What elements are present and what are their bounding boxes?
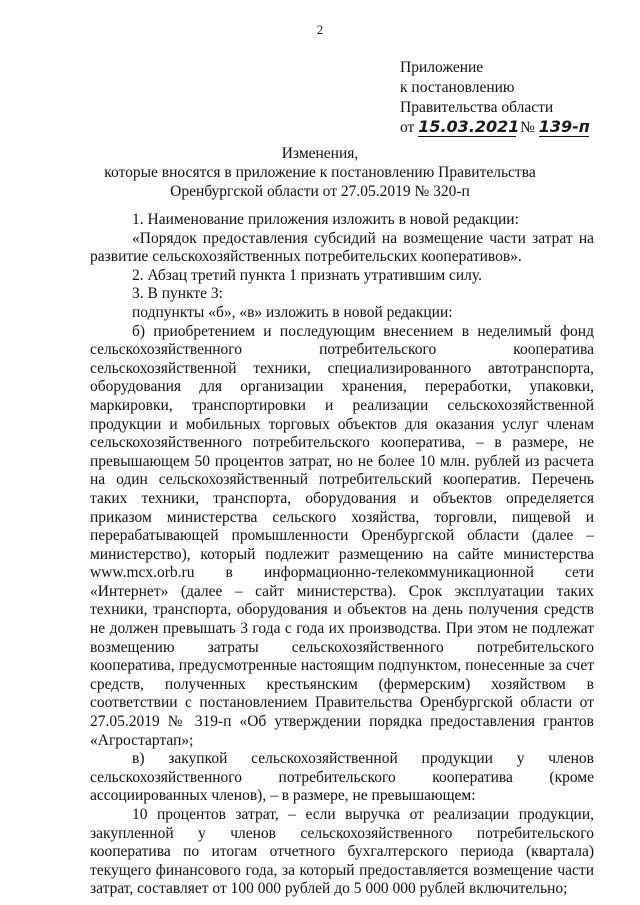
number-sign: №: [520, 119, 535, 136]
appendix-resolution-ref: к постановлению: [400, 79, 515, 96]
appendix-block: [400, 58, 620, 138]
paragraph: 1. Наименование приложения изложить в новой редакции:: [132, 211, 519, 228]
page-number: 2: [316, 22, 324, 37]
from-label: от: [400, 119, 415, 136]
document-title: [0, 144, 640, 201]
paragraph: 10 процентов затрат, – если выручка от реализации продукции, закупленной у членов сельскохозяйственного потребительского кооператива по итогам отчетного бухгалтерского периода (квартала) текущего финансового года, за который предоставляется возмещение части затрат, составляет от 100 000 рублей до 5 000 000 рублей включительно;: [90, 806, 594, 898]
title-line-1: Изменения,: [281, 145, 359, 162]
paragraph: б) приобретением и последующим внесением в неделимый фонд сельскохозяйственного потребительского кооператива сельскохозяйственной техники, специализированного автотранспорта, оборудования для организации хранения, переработки, упаковки, маркировки, транспортировки и реализации сельскохозяйственной продукции и мобильных торговых объектов для оказания услуг членам сельскохозяйственного потребительского кооператива, – в размере, не превышающем 50 процентов затрат, но не более 10 млн. рублей из расчета на один сельскохозяйственный потребительский кооператив. Перечень таких техники, транспорта, оборудования и объектов определяется приказом министерства сельского хозяйства, торговли, пищевой и перерабатывающей промышленности Оренбургской области (далее – министерство), который подлежит размещению на сайте министерства www.mcx.orb.ru в информационно-телекоммуникационной сети «Интернет» (далее – сайт министерства). Срок эксплуатации таких техники, транспорта, оборудования и объектов на день получения средств не должен превышать 3 года с года их производства. При этом не подлежат возмещению затраты сельскохозяйственного потребительского кооператива, предусмотренные настоящим подпунктом, понесенные за счет средств, полученных крестьянским (фермерским) хозяйством в соответствии с постановлением Правительства Оренбургской области от 27.05.2019 № 319-п «Об утверждении порядка предоставления грантов «Агростартап»;: [90, 322, 594, 749]
title-line-2: которые вносятся в приложение к постановлению Правительства: [104, 164, 536, 181]
paragraph: 2. Абзац третий пункта 1 признать утратившим силу.: [132, 266, 482, 284]
document-body: [90, 211, 594, 899]
paragraph: в) закупкой сельскохозяйственной продукции у членов сельскохозяйственного потребительского кооператива (кроме ассоциированных членов), – в размере, не превышающем:: [90, 750, 594, 805]
paragraph: «Порядок предоставления субсидий на возмещение части затрат на развитие сельскохозяйственных потребительских кооперативов».: [90, 229, 594, 266]
title-line-3: Оренбургской области от 27.05.2019 № 320-п: [170, 183, 470, 200]
resolution-number: [539, 118, 589, 137]
paragraph: 3. В пункте 3:: [132, 285, 223, 303]
appendix-title: Приложение: [400, 59, 484, 76]
appendix-government-ref: Правительства области: [400, 99, 554, 116]
resolution-date-handwritten: 15.03.2021: [418, 117, 520, 136]
paragraph: подпункты «б», «в» изложить в новой редакции:: [132, 303, 453, 321]
appendix-date-number-line: [400, 118, 620, 138]
resolution-date: [418, 117, 520, 137]
resolution-number-handwritten: 139-п: [538, 117, 590, 136]
